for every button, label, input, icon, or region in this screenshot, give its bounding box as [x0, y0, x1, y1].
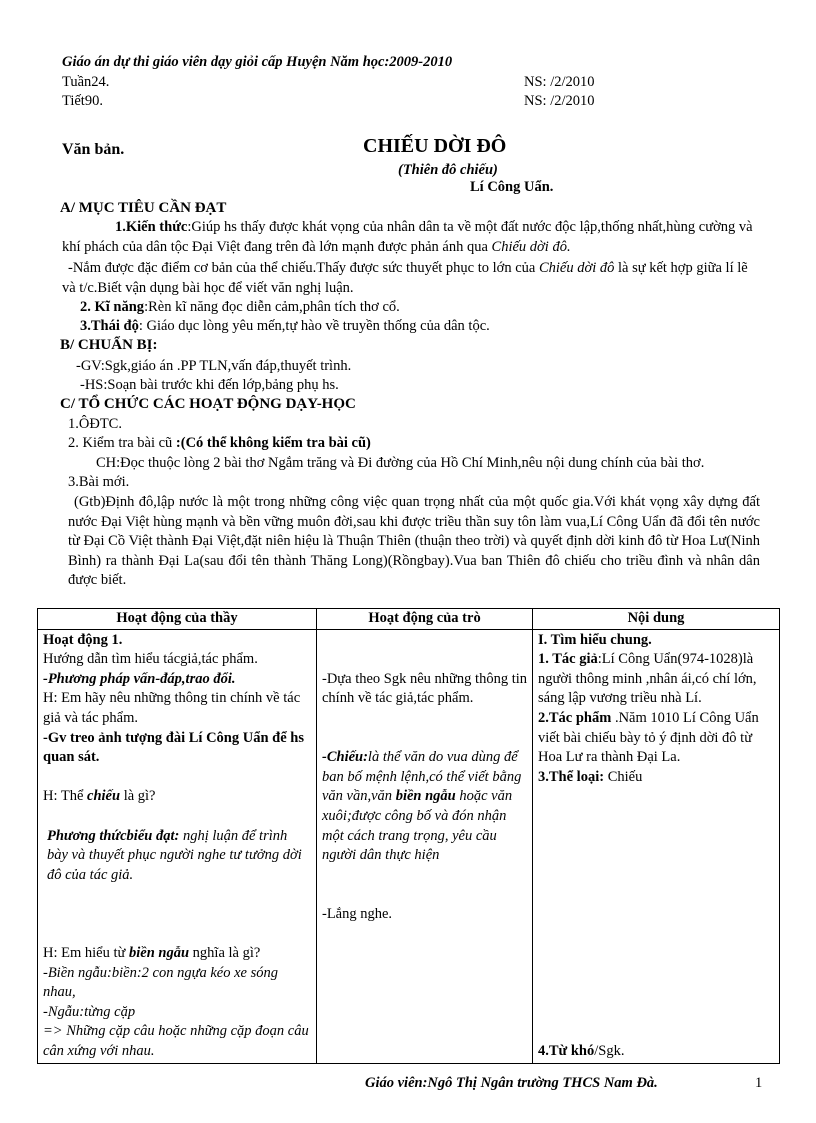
page-title: CHIẾU DỜI ĐÔ — [363, 135, 507, 157]
student-column — [317, 629, 533, 1063]
grasp-paragraph — [62, 259, 764, 298]
knowledge-work: Chiếu dời đô. — [491, 238, 571, 255]
introduction-paragraph: (Gtb)Định đô,lập nước là một trong những công việc quan trọng nhất của một quốc gia.Với khát vọng xây dựng đất nước Đại Việt hùng mạnh và bền vững muôn đời,sau khi được triều thần suy tôn làm vua,Lí Công Uẩn đã đổi tên nước từ Đại Cồ Việt thành Đại Việt,đặt niên hiệu là Thuận Thiên (thuận theo trời) và quyết định dời kinh đô từ Hoa Lư(Ninh Bình) ra thành Đại La(sau đổi tên thành Thăng Long)(Rồngbay).Vua ban Thiên đô chiếu cho triều đình và nhân dân được biết. — [68, 494, 760, 588]
chieu-text-1: là thể văn do vua dùng để ban bố mệnh lệnh,có thể viết bằng văn vần,văn — [322, 749, 522, 805]
chieu-text-2: hoặc văn xuôi;được công bố và đón nhận một cách trang trọng, yêu cầu người dân thực hiện — [322, 788, 513, 864]
student-answer-1: -Dựa theo Sgk nêu những thông tin chính về tác giả,tác phẩm. — [322, 670, 528, 707]
knowledge-paragraph — [62, 218, 762, 257]
header-teacher: Hoạt động của thầy — [38, 609, 317, 630]
attitude-label: 3.Thái độ — [80, 318, 139, 334]
question-author-work: H: Em hãy nêu những thông tin chính về tác giả và tác phẩm. — [43, 690, 301, 726]
student-answer-chieu — [322, 748, 527, 866]
content-column — [533, 629, 780, 1063]
genre-info-text: Chiếu — [604, 768, 643, 785]
section-overview: I. Tìm hiểu chung. — [538, 631, 652, 648]
grasp-text-2: là sự kết hợp giữa lí lẽ và t/c.Biết vận dụng bài học để viết văn nghị luận. — [62, 260, 748, 296]
section-b-heading: B/ CHUẨN BỊ: — [60, 337, 158, 353]
author-info-text: :Lí Công Uẩn(974-1028)là người thông minh ,nhân ái,có chí lớn, sáng lập vương triều nhà Lí. — [538, 651, 757, 707]
chieu-label: -Chiếu: — [322, 749, 368, 766]
header-content: Nội dung — [533, 609, 780, 630]
bien-ngau-def-1: -Biền ngẫu:biền:2 con ngựa kéo xe sóng nhau, — [43, 964, 279, 1001]
teacher-photo-note: -Gv treo ảnh tượng đài Lí Công Uẩn để hs quan sát. — [43, 729, 304, 766]
question-bn-b: biền ngẫu — [129, 945, 190, 962]
activity-1-subtitle: Hướng dẫn tìm hiểu tácgiả,tác phẩm. — [43, 651, 258, 668]
work-info-label: 2.Tác phẩm — [538, 709, 612, 726]
teacher-column — [38, 629, 317, 1063]
teacher-prep: -GV:Sgk,giáo án .PP TLN,vấn đáp,thuyết trình. — [76, 358, 352, 374]
ns-date-2: NS: /2/2010 — [524, 93, 595, 109]
knowledge-text: :Giúp hs thấy được khát vọng của nhân dân ta về một đất nước độc lập,thống nhất,hùng cường và khí phách của dân tộc Đại Việt đang trên đà lớn mạnh được phản ánh qua — [62, 219, 753, 255]
question-chieu-a: H: Thể — [43, 788, 88, 805]
work-info — [538, 709, 774, 768]
bien-ngau-def-3: => Những cặp câu hoặc những cặp đoạn câu cân xứng với nhau. — [43, 1023, 309, 1060]
student-prep: -HS:Soạn bài trước khi đến lớp,bảng phụ hs. — [80, 377, 339, 393]
question-bn-a: H: Em hiểu từ — [43, 945, 129, 962]
skill-text: :Rèn kĩ năng đọc diễn cảm,phân tích thơ cổ. — [144, 299, 400, 315]
genre-info — [538, 768, 774, 788]
week-label: Tuần24. — [62, 74, 110, 90]
page-subtitle: (Thiên đô chiếu) — [398, 162, 498, 178]
attitude-text: : Giáo dục lòng yêu mến,tự hào về truyền thống của dân tộc. — [138, 318, 490, 334]
check-question: CH:Đọc thuộc lòng 2 bài thơ Ngắm trăng và Đi đường của Hồ Chí Minh,nêu nội dung chính của bài thơ. — [96, 455, 705, 471]
question-bien-ngau — [43, 944, 311, 964]
author-info-label: 1. Tác giả — [538, 651, 598, 668]
activity-table — [37, 608, 780, 1064]
expression-mode-text: nghị luận để trình bày và thuyết phục người nghe tư tưởng dời đô của tác giả. — [47, 827, 302, 883]
check-note: :(Có thể không kiểm tra bài cũ) — [175, 435, 371, 451]
table-header-row — [38, 609, 780, 630]
header-student: Hoạt động của trò — [317, 609, 533, 630]
ns-date-1: NS: /2/2010 — [524, 74, 595, 90]
step-check — [68, 434, 371, 453]
activity-1-title: Hoạt động 1. — [43, 631, 123, 648]
section-c-heading: C/ TỔ CHỨC CÁC HOẠT ĐỘNG DẠY-HỌC — [60, 396, 356, 412]
check-label: 2. Kiểm tra bài cũ — [68, 435, 176, 451]
author-info — [538, 650, 774, 709]
section-a-heading: A/ MỤC TIÊU CẦN ĐẠT — [60, 200, 227, 216]
document-header: Giáo án dự thi giáo viên dạy giỏi cấp Huyện Năm học:2009-2010 — [62, 54, 453, 70]
expression-mode-label: Phương thứcbiểu đạt: — [47, 827, 180, 844]
author-name: Lí Công Uẩn. — [470, 179, 554, 195]
student-answer-listen: -Lắng nghe. — [322, 905, 393, 922]
method-text: -Phương pháp vấn-đáp,trao đổi. — [43, 670, 236, 687]
grasp-work: Chiếu dời đô — [538, 260, 615, 276]
skill-label: 2. Kĩ năng — [80, 299, 145, 315]
step-odtc: 1.ÔĐTC. — [68, 416, 122, 432]
difficult-words-label: 4.Từ khó — [538, 1043, 595, 1060]
question-chieu-c: là gì? — [120, 788, 156, 805]
difficult-words-text: /Sgk. — [594, 1043, 625, 1060]
footer-teacher: Giáo viên:Ngô Thị Ngân trường THCS Nam Đà. — [365, 1075, 658, 1091]
skill-line — [80, 298, 400, 317]
knowledge-label: 1.Kiến thức — [115, 219, 188, 235]
question-chieu-b: chiếu — [87, 788, 121, 805]
question-bn-c: nghĩa là gì? — [189, 945, 261, 962]
difficult-words — [538, 1042, 624, 1062]
bien-ngau-def-2: -Ngẫu:từng cặp — [43, 1003, 136, 1020]
chieu-bold: biền ngẫu — [395, 788, 456, 805]
text-label: Văn bản. — [62, 141, 125, 158]
table-row — [38, 629, 780, 1063]
step-new-lesson: 3.Bài mới. — [68, 474, 130, 490]
lesson-label: Tiết90. — [62, 93, 103, 109]
genre-info-label: 3.Thể loại: — [538, 768, 605, 785]
question-chieu — [43, 787, 311, 807]
attitude-line — [80, 317, 490, 336]
expression-mode — [43, 827, 311, 886]
work-info-text: .Năm 1010 Lí Công Uẩn viết bài chiếu bày tỏ ý định dời đô từ Hoa Lư ra thành Đại La. — [538, 709, 759, 766]
grasp-text-1: -Nắm được đặc điểm cơ bản của thể chiếu.Thấy được sức thuyết phục to lớn của — [68, 260, 539, 276]
page-number: 1 — [755, 1075, 763, 1091]
